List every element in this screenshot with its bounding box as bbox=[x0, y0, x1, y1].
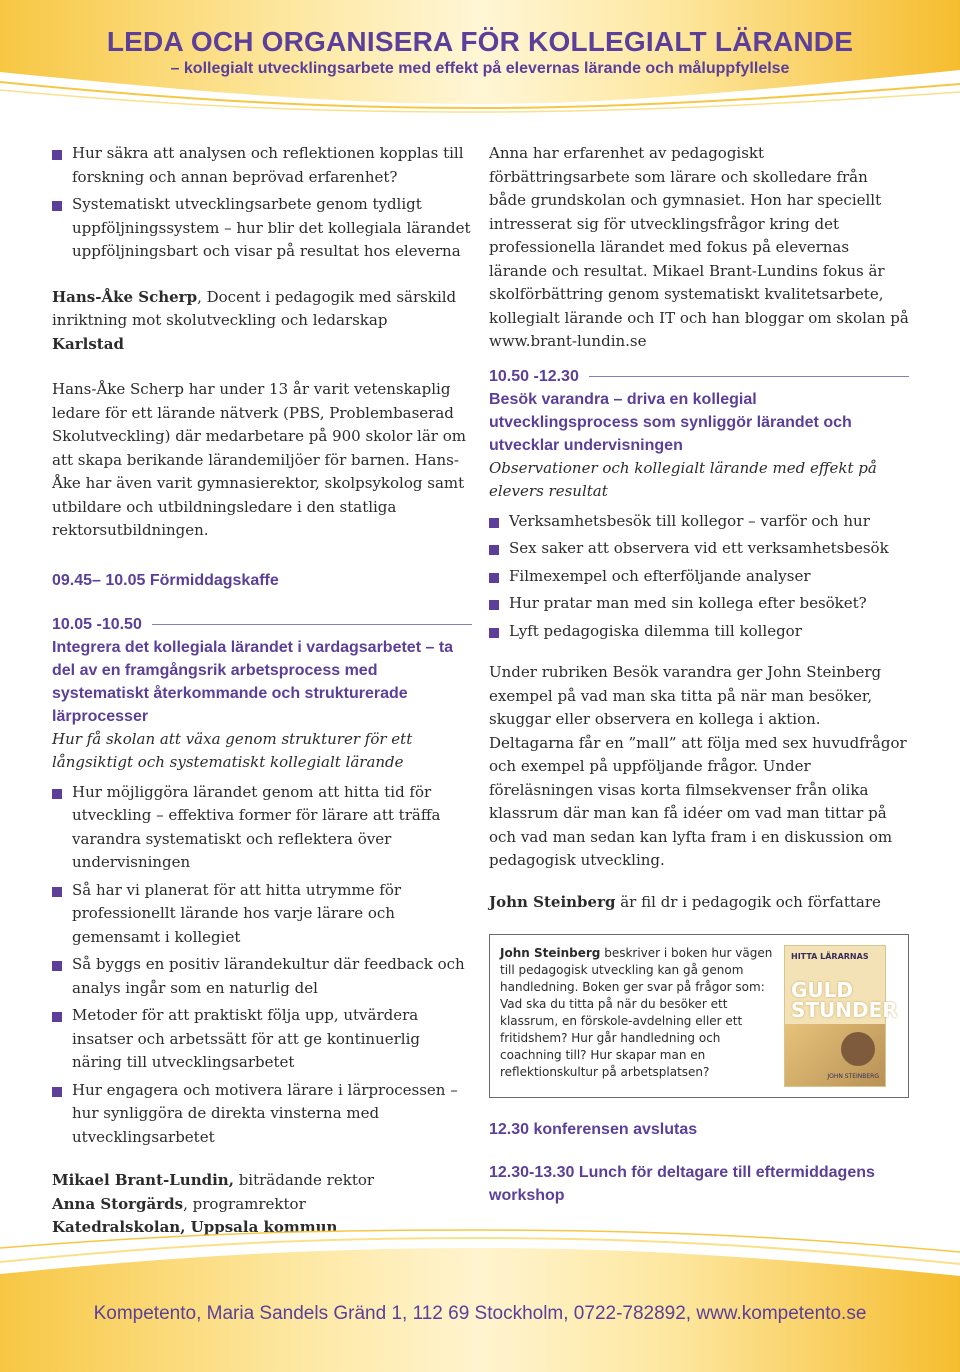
speaker-place: Karlstad bbox=[52, 334, 124, 353]
book-text: beskriver i boken hur vägen till pedagogisk utveckling kan gå genom handledning. Boken ger svar på frågor som: Vad ska du titta på när du besöker ett klassrum, en förskole-avdelning eller ett fritidshem? Hur går handledning och coachning till? Hur skapar man en reflektionskultur på arbetsplatsen? bbox=[500, 946, 773, 1079]
session-time-2 bbox=[489, 368, 909, 386]
list-item: Hur möjliggöra lärandet genom att hitta tid för utveckling – effektiva former för lärare att träffa varandra systematiskt och reflektera över undervisningen bbox=[52, 781, 472, 875]
book-description bbox=[500, 945, 774, 1087]
footer-band bbox=[0, 1230, 960, 1372]
speaker-role: , programrektor bbox=[183, 1194, 306, 1213]
list-item: Lyft pedagogiska dilemma till kollegor bbox=[489, 620, 909, 644]
left-column bbox=[52, 142, 472, 1240]
anna-bio: Anna har erfarenhet av pedagogiskt förbättringsarbete som lärare och skolledare från både grundskolan och gymnasiet. Hon har speciellt intresserat sig för utvecklingsfrågor kring det professionella lärandet med fokus på elevernas lärande och resultat. Mikael Brant-Lundins fokus är skolförbättring genom systematiskt kvalitetsarbete, kollegialt lärande och IT och han bloggar om skolan på www.brant-lundin.se bbox=[489, 144, 909, 350]
speaker-role: biträdande rektor bbox=[233, 1171, 375, 1189]
page-subtitle: – kollegialt utvecklingsarbete med effekt på elevernas lärande och måluppfyllelse bbox=[170, 60, 790, 77]
speaker-name: Hans-Åke Scherp bbox=[52, 287, 198, 306]
speaker-name: John Steinberg bbox=[489, 892, 616, 911]
session-time-label: 10.50 -12.30 bbox=[489, 367, 579, 385]
book-cover-big-title: GULD STUNDER bbox=[791, 978, 898, 1022]
intro-bullet-2: Systematiskt utvecklingsarbete genom tydligt uppföljningssystem – hur blir det kollegiala lärandet uppföljningsbart och visar på resultat hos eleverna bbox=[52, 193, 472, 264]
page-title: LEDA OCH ORGANISERA FÖR KOLLEGIALT LÄRANDE bbox=[106, 26, 854, 57]
session-subtitle-2: Observationer och kollegialt lärande med effekt på elevers resultat bbox=[489, 458, 877, 500]
speaker-role: , Docent i pedagogik med särskild inriktning mot skolutveckling och ledarskap bbox=[52, 287, 457, 329]
book-cover-author: JOHN STEINBERG bbox=[827, 1073, 879, 1080]
footer-wave-graphic bbox=[0, 1230, 960, 1372]
speaker-name: Mikael Brant-Lundin, bbox=[52, 1171, 234, 1189]
list-item: Så har vi planerat för att hitta utrymme för professionellt lärande hos varje lärare och gemensamt i kollegiet bbox=[52, 879, 472, 950]
speaker-bio: Hans-Åke Scherp har under 13 år varit vetenskaplig ledare för ett lärande nätverk (PBS, Problembaserad Skolutveckling) där medarbetare på 900 skolor lär om att skapa berikande lärandemiljöer för barnen. Hans-Åke har även varit gymnasierektor, skolpsykolog samt utbildare och utbildningsledare i den statliga rektorsutbildningen. bbox=[52, 380, 466, 539]
list-item: Filmexempel och efterföljande analyser bbox=[489, 565, 909, 589]
session-bullets-1 bbox=[52, 781, 472, 1150]
lunch-note: 12.30-13.30 Lunch för deltagare till eftermiddagens workshop bbox=[489, 1164, 875, 1204]
book-author: John Steinberg bbox=[500, 946, 601, 960]
list-item: Så byggs en positiv lärandekultur där feedback och analys ingår som en naturlig del bbox=[52, 953, 472, 1000]
session-title-2: Besök varandra – driva en kollegial utvecklingsprocess som synliggör lärandet och utvecklar undervisningen bbox=[489, 390, 852, 454]
session-time-label: 10.05 -10.50 bbox=[52, 615, 142, 633]
coffee-break: 09.45– 10.05 Förmiddagskaffe bbox=[52, 571, 279, 589]
list-item: Hur pratar man med sin kollega efter besöket? bbox=[489, 592, 909, 616]
book-cover-figure bbox=[841, 1032, 875, 1066]
session-title-1: Integrera det kollegiala lärandet i vardagsarbetet – ta del av en framgångsrik arbetsprocess med systematiskt återkommande och strukturerade lärprocesser bbox=[52, 638, 454, 725]
divider-line bbox=[152, 624, 472, 625]
speaker-block-katedral bbox=[52, 1169, 472, 1240]
session-description: Under rubriken Besök varandra ger John Steinberg exempel på vad man ska titta på när man besöker, skuggar eller observera en kollega i aktion. Deltagarna får en ”mall” att följa med sex huvudfrågor och exempel på uppföljande frågor. Under föreläsningen visas korta filmsekvenser från olika klassrum där man kan få idéer om vad man tittar på och vad man sedan kan lyfta fram i en diskussion om pedagogisk utveckling. bbox=[489, 663, 907, 869]
divider-line bbox=[589, 376, 909, 377]
book-cover-image bbox=[784, 945, 898, 1087]
speaker-org: Katedralskolan, Uppsala kommun bbox=[52, 1218, 338, 1236]
session-bullets-2 bbox=[489, 510, 909, 644]
footer-contact: Kompetento, Maria Sandels Gränd 1, 112 69 Stockholm, 0722-782892, www.kompetento.se bbox=[93, 1303, 867, 1324]
list-item: Verksamhetsbesök till kollegor – varför och hur bbox=[489, 510, 909, 534]
speaker-name: Anna Storgärds bbox=[52, 1194, 184, 1213]
speaker-role: är fil dr i pedagogik och författare bbox=[615, 892, 881, 911]
session-subtitle-1: Hur få skolan att växa genom strukturer för ett långsiktigt och systematiskt kollegialt lärande bbox=[52, 729, 413, 771]
speaker-block-scherp bbox=[52, 286, 472, 357]
list-item: Hur engagera och motivera lärare i lärprocessen – hur synliggöra de direkta vinsterna med utvecklingsarbetet bbox=[52, 1079, 472, 1150]
list-item: Sex saker att observera vid ett verksamhetsbesök bbox=[489, 537, 909, 561]
speaker-steinberg bbox=[489, 891, 909, 915]
conference-end: 12.30 konferensen avslutas bbox=[489, 1121, 698, 1138]
list-item: Metoder för att praktiskt följa upp, utvärdera insatser och arbetssätt för att ge kontinuerlig näring till utvecklingsarbetet bbox=[52, 1004, 472, 1075]
right-column bbox=[489, 142, 909, 1207]
session-time-1 bbox=[52, 616, 472, 634]
book-box bbox=[489, 934, 909, 1098]
intro-bullet-1: Hur säkra att analysen och reflektionen kopplas till forskning och annan beprövad erfarenhet? bbox=[52, 142, 472, 189]
book-cover-small-title: HITTA LÄRARNAS bbox=[791, 952, 869, 961]
header-titles bbox=[0, 26, 960, 78]
